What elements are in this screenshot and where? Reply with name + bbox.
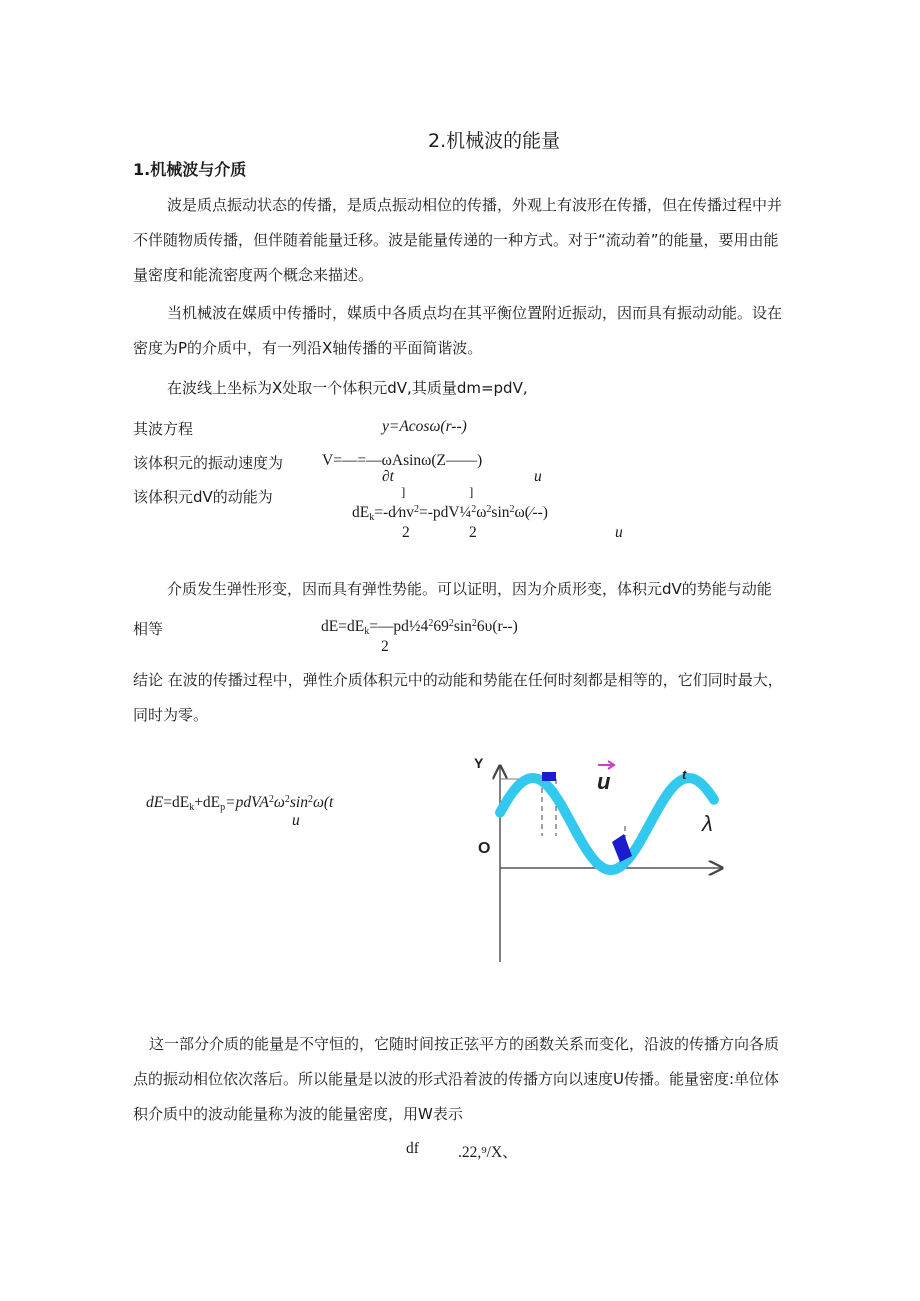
page-title: 2.机械波的能量	[428, 130, 561, 152]
volume-element-crest	[542, 772, 556, 781]
el-part-b: =—pd½4	[369, 618, 429, 635]
total-energy-u: u	[292, 812, 300, 829]
velocity-label: 该体积元的振动速度为	[133, 454, 284, 472]
el-part-c: 69	[433, 618, 449, 635]
el-sup-b: 2	[428, 618, 434, 629]
ke-sup-a: 2	[413, 504, 419, 515]
origin-label: O	[478, 840, 491, 857]
te-part-b: =dE	[163, 794, 190, 811]
wave-equation-label: 其波方程	[133, 420, 194, 438]
energy-density-paragraph	[133, 1027, 793, 1132]
ke-sub-k: k	[369, 512, 375, 523]
time-label: t	[682, 767, 687, 782]
ke-part-b: =-pdV¼	[418, 504, 472, 521]
section-heading: 1.机械波与介质	[133, 160, 247, 179]
ke-sup-b: 2	[471, 504, 477, 515]
el-part-e: 6υ(r--)	[476, 618, 518, 635]
ke-de: dE	[352, 504, 370, 521]
density-formula-b: .22,⁹/X、	[458, 1144, 518, 1161]
kinetic-bracket-1: ]	[401, 484, 406, 499]
paragraph-2-text: 当机械波在媒质中传播时，媒质中各质点均在其平衡位置附近振动，因而具有振动动能。设在密度为P的介质中，有一列沿X轴传播的平面简谐波。	[133, 304, 783, 357]
energy-density-text: 这一部分介质的能量是不守恒的，它随时间按正弦平方的函数关系而变化，沿波的传播方向各质点的振动相位依次落后。所以能量是以波的形式沿着波的传播方向以速度U传播。能量密度:单位体积介质中的波动能量称为波的能量密度，用W表示	[133, 1035, 780, 1123]
te-part-a: dE	[146, 794, 164, 811]
te-sub-k: k	[189, 802, 195, 813]
velocity-equation: V=—=—ωAsinω(Z——)	[322, 452, 483, 469]
te-sup-1: 2	[268, 794, 274, 805]
te-part-e: ω	[273, 794, 285, 811]
wavelength-label: λ	[702, 811, 713, 836]
te-sup-3: 2	[307, 794, 313, 805]
velocity-u-label: u	[597, 769, 611, 794]
ke-sup-c: 2	[486, 504, 492, 515]
te-part-c: +dE	[194, 794, 221, 811]
kinetic-denominator-1: 2	[402, 524, 410, 541]
ke-part-e: ω(∕--)	[514, 504, 548, 521]
te-sup-2: 2	[284, 794, 290, 805]
elastic-equal-label: 相等	[133, 620, 164, 638]
te-part-d: =pdVA	[225, 794, 269, 811]
te-sub-p: p	[220, 802, 226, 813]
te-part-f: sin	[289, 794, 308, 811]
elastic-denominator: 2	[381, 638, 389, 655]
velocity-denominator: ∂t	[382, 468, 394, 485]
density-formula-a: df	[406, 1140, 419, 1157]
te-part-g: ω(t	[312, 794, 334, 811]
kinetic-energy-label: 该体积元dV的动能为	[133, 488, 273, 506]
kinetic-denominator-2: 2	[469, 524, 477, 541]
y-axis-label: Y	[474, 755, 484, 771]
el-part-d: sin	[453, 618, 472, 635]
ke-part-a: =-d∕nv	[374, 504, 414, 521]
paragraph-3-text: 在波线上坐标为X处取一个体积元dV,其质量dm=pdV,	[167, 379, 528, 397]
velocity-u: u	[534, 468, 542, 485]
ke-part-c: ω	[476, 504, 487, 521]
el-sup-c: 2	[448, 618, 454, 629]
el-sub-k: k	[364, 626, 370, 637]
el-sup-d: 2	[471, 618, 477, 629]
kinetic-u: u	[615, 524, 623, 541]
conclusion: 结论 在波的传播过程中，弹性介质体积元中的动能和势能在任何时刻都是相等的，它们同时最大，同时为零。	[133, 671, 783, 724]
elastic-text: 介质发生弹性形变，因而具有弹性势能。可以证明，因为介质形变，体积元dV的势能与动能	[167, 580, 772, 598]
ke-sup-d: 2	[509, 504, 515, 515]
el-part-a: dE=dE	[321, 618, 365, 635]
wave-equation: y=Acosω(r--)	[382, 418, 467, 435]
paragraph-1-text: 波是质点振动状态的传播，是质点振动相位的传播，外观上有波形在传播，但在传播过程中并不伴随物质传播，但伴随着能量迁移。波是能量传递的一种方式。对于“流动着”的能量，要用由能量密度和能流密度两个概念来描述。	[133, 196, 783, 284]
kinetic-bracket-2: ]	[469, 484, 474, 499]
ke-part-d: sin	[491, 504, 510, 521]
